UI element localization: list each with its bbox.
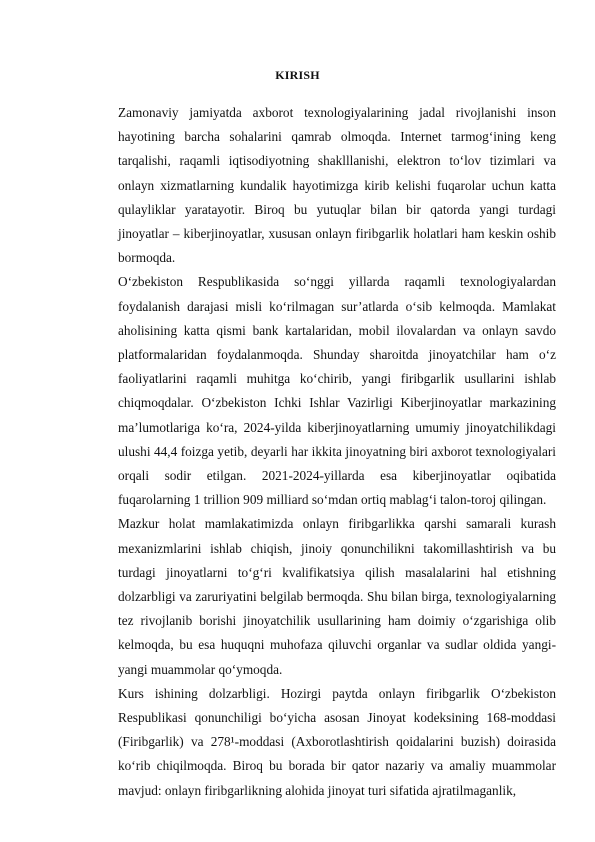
paragraph-3 [118, 512, 556, 681]
paragraph-text: O‘zbekiston Respublikasida so‘nggi yillarda raqamli texnologiyalardan foydalanish darajasi misli ko‘rilmagan sur’atlarda o‘sib kelmoqda. Mamlakat aholisining katta qismi bank kartalaridan, mobil ilovalardan va onlayn savdo platformalaridan foydalanmoqda. Shunday sharoitda jinoyatchilar ham o‘z faoliyatlarini raqamli muhitga ko‘chirib, yangi firibgarlik usullarini ishlab chiqmoqdalar. O‘zbekiston Ichki Ishlar Vazirligi Kiberjinoyatlar markazining ma’lumotlariga ko‘ra, 2024-yilda kiberjinoyatlarning umumiy jinoyatchilikdagi ulushi 44,4 foizga yetib, deyarli har ikkita jinoyatning biri axborot texnologiyalari orqali sodir etilgan. 2021-2024-yillarda esa kiberjinoyatlar oqibatida fuqarolarning 1 trillion 909 milliard so‘mdan ortiq mablag‘i talon-toroj qilingan. [118, 274, 556, 508]
section-title: KIRISH [275, 68, 320, 82]
paragraph-text: Mazkur holat mamlakatimizda onlayn firibgarlikka qarshi samarali kurash mexanizmlarini ishlab chiqish, jinoiy qonunchilikni takomillashtirish va bu turdagi jinoyatlarni to‘g‘ri kvalifikatsiya qilish masalalarini hal etishning dolzarbligi va zaruriyatini belgilab bermoqda. Shu bilan birga, texnologiyalarning tez rivojlanib borishi jinoyatchilik usullarining ham doimiy o‘zgarishiga olib kelmoqda, bu esa huquqni muhofaza qiluvchi organlar va sudlar oldida yangi-yangi muammolar qo‘ymoqda. [118, 516, 556, 677]
paragraph-text: Zamonaviy jamiyatda axborot texnologiyalarining jadal rivojlanishi inson hayotining barcha sohalarini qamrab olmoqda. Internet tarmog‘ining keng tarqalishi, raqamli iqtisodiyotning shaklllanishi, elektron to‘lov tizimlari va onlayn xizmatlarning kundalik hayotimizga kirib kelishi fuqarolar uchun katta qulayliklar yaratayotir. Biroq bu yutuqlar bilan bir qatorda yangi turdagi jinoyatlar – kiberjinoyatlar, xususan onlayn firibgarlik holatlari ham keskin oshib bormoqda. [118, 105, 556, 266]
paragraph-text: Kurs ishining dolzarbligi. Hozirgi paytda onlayn firibgarlik O‘zbekiston Respublikasi qonunchiligi bo‘yicha asosan Jinoyat kodeksining 168-moddasi (Firibgarlik) va 278¹-moddasi (Axborotlashtirish qoidalarini buzish) doirasida ko‘rib chiqilmoqda. Biroq bu borada bir qator nazariy va amaliy muammolar mavjud: onlayn firibgarlikning alohida jinoyat turi sifatida ajratilmaganlik, [118, 685, 556, 798]
paragraph-4 [118, 682, 556, 803]
paragraph-2 [118, 270, 556, 512]
paragraph-1 [118, 101, 556, 270]
body-text [118, 101, 556, 803]
